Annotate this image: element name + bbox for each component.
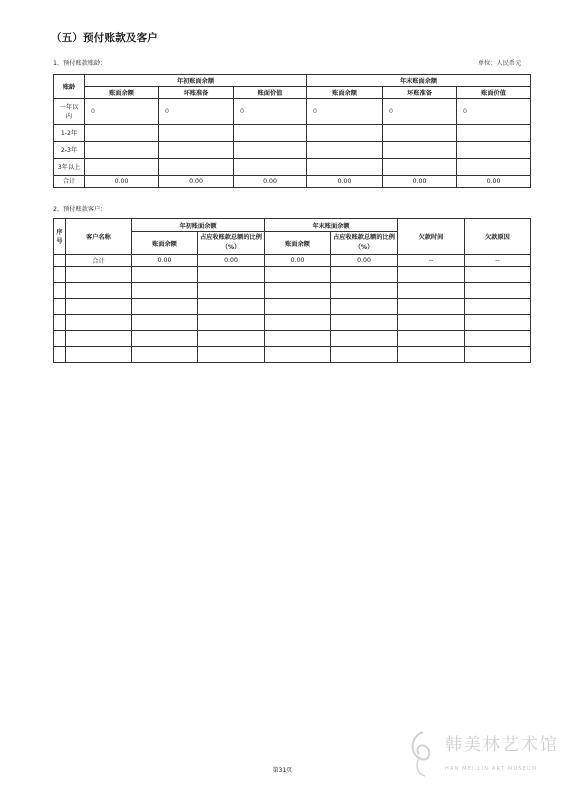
seq-header: 序号 bbox=[54, 219, 66, 255]
cell: 0.00 bbox=[234, 176, 307, 188]
table-row bbox=[54, 267, 531, 283]
balance-header: 账面余额 bbox=[132, 232, 198, 255]
total-row bbox=[54, 176, 531, 188]
row-label: 1-2年 bbox=[54, 125, 85, 142]
cell bbox=[457, 159, 531, 176]
cell bbox=[307, 125, 383, 142]
cell: 0.00 bbox=[132, 255, 198, 267]
cell bbox=[234, 159, 307, 176]
cell: 0.00 bbox=[457, 176, 531, 188]
table-row bbox=[54, 159, 531, 176]
table-row bbox=[54, 142, 531, 159]
customers-group-end: 年末账面余额 bbox=[265, 219, 398, 232]
table-row bbox=[54, 315, 531, 331]
page-number: 第31页 bbox=[272, 767, 293, 774]
cell: 0 bbox=[383, 99, 457, 125]
cell: 0 bbox=[159, 99, 234, 125]
aging-corner-header: 账龄 bbox=[54, 75, 85, 99]
cell: 0.00 bbox=[331, 255, 398, 267]
swirl-icon bbox=[405, 726, 441, 782]
unit-label: 单位：人民币元 bbox=[478, 60, 522, 67]
table-row bbox=[54, 125, 531, 142]
cell bbox=[457, 125, 531, 142]
aging-group-end: 年末账面余额 bbox=[307, 75, 531, 87]
table-row bbox=[54, 299, 531, 315]
customers-subtitle: 2、预付账款客户： bbox=[53, 206, 107, 213]
cell: 0 bbox=[457, 99, 531, 125]
cell bbox=[159, 125, 234, 142]
table-row bbox=[54, 99, 531, 125]
aging-col-header: 账面余额 bbox=[307, 87, 383, 99]
total-row bbox=[54, 255, 531, 267]
cell: -- bbox=[465, 255, 531, 267]
cell bbox=[383, 142, 457, 159]
aging-col-header: 账面余额 bbox=[85, 87, 159, 99]
cell bbox=[234, 142, 307, 159]
cell bbox=[159, 159, 234, 176]
cell: 合计 bbox=[66, 255, 132, 267]
row-label: 合计 bbox=[54, 176, 85, 188]
row-label: 3年以上 bbox=[54, 159, 85, 176]
cell: 0 bbox=[234, 99, 307, 125]
table-row bbox=[54, 283, 531, 299]
aging-col-header: 坏账准备 bbox=[159, 87, 234, 99]
arrears-time-header: 欠款时间 bbox=[398, 219, 465, 255]
watermark-logo bbox=[405, 718, 559, 788]
watermark-cn: 韩美林艺术馆 bbox=[445, 735, 559, 755]
aging-col-header: 账面价值 bbox=[234, 87, 307, 99]
aging-col-header: 坏账准备 bbox=[383, 87, 457, 99]
cell: -- bbox=[398, 255, 465, 267]
cell bbox=[383, 159, 457, 176]
aging-col-header: 账面价值 bbox=[457, 87, 531, 99]
aging-table bbox=[53, 74, 531, 188]
row-label: 一年以内 bbox=[54, 99, 85, 125]
cell: 0.00 bbox=[383, 176, 457, 188]
section-title: （五）预付账款及客户 bbox=[51, 32, 158, 44]
cell: 0.00 bbox=[198, 255, 265, 267]
cell: 0.00 bbox=[307, 176, 383, 188]
balance-header: 账面余额 bbox=[265, 232, 331, 255]
customer-name-header: 客户名称 bbox=[66, 219, 132, 255]
watermark-en: HAN MEI LIN ART MUSEUM bbox=[445, 766, 538, 772]
cell: 0.00 bbox=[85, 176, 159, 188]
table-row bbox=[54, 347, 531, 363]
cell bbox=[54, 255, 66, 267]
table-row bbox=[54, 331, 531, 347]
ratio-header: 占应收账款总额的比例（%） bbox=[198, 232, 265, 255]
customers-table bbox=[53, 218, 531, 363]
aging-subtitle: 1、预付账款账龄： bbox=[53, 60, 107, 67]
cell bbox=[383, 125, 457, 142]
cell: 0.00 bbox=[159, 176, 234, 188]
cell bbox=[85, 125, 159, 142]
arrears-reason-header: 欠款原因 bbox=[465, 219, 531, 255]
customers-group-begin: 年初账面余额 bbox=[132, 219, 265, 232]
cell bbox=[85, 159, 159, 176]
aging-group-begin: 年初账面余额 bbox=[85, 75, 307, 87]
cell bbox=[159, 142, 234, 159]
cell: 0 bbox=[307, 99, 383, 125]
cell: 0 bbox=[85, 99, 159, 125]
cell bbox=[234, 125, 307, 142]
row-label: 2-3年 bbox=[54, 142, 85, 159]
cell: 0.00 bbox=[265, 255, 331, 267]
cell bbox=[307, 159, 383, 176]
ratio-header: 占应收账款总额的比例（%） bbox=[331, 232, 398, 255]
cell bbox=[457, 142, 531, 159]
cell bbox=[307, 142, 383, 159]
cell bbox=[85, 142, 159, 159]
